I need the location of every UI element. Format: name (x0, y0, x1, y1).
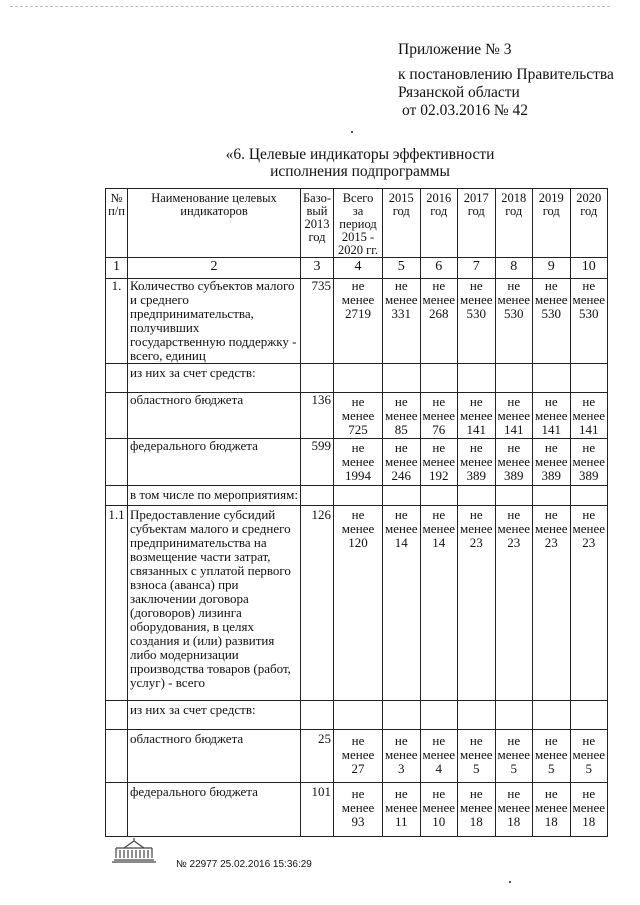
value-prefix-ne: не (469, 786, 483, 801)
value-number: 246 (391, 468, 412, 483)
value-prefix-menee: менее (341, 454, 375, 469)
table-row (106, 701, 608, 730)
empty-cell (301, 701, 334, 730)
value-prefix-menee: менее (341, 408, 375, 423)
header-cell: 2017 год (458, 189, 496, 258)
base-year-cell: 101 (301, 783, 334, 837)
header-row (106, 189, 608, 258)
value-prefix-menee: менее (422, 292, 456, 307)
value-number: 18 (469, 814, 483, 829)
value-prefix-ne: не (507, 440, 521, 455)
value-cell (533, 279, 571, 364)
value-number: 389 (541, 468, 562, 483)
table-row (106, 506, 608, 701)
value-number: 331 (391, 306, 412, 321)
row-number-cell (106, 701, 128, 730)
value-cell (383, 730, 421, 783)
value-prefix-ne: не (469, 440, 483, 455)
value-prefix-menee: менее (422, 800, 456, 815)
value-prefix-ne: не (351, 440, 365, 455)
value-prefix-ne: не (469, 394, 483, 409)
value-prefix-ne: не (507, 507, 521, 522)
value-number: 18 (544, 814, 558, 829)
empty-cell (495, 364, 533, 393)
value-prefix-menee: менее (460, 800, 493, 815)
value-prefix-ne: не (544, 786, 558, 801)
value-number: 1994 (345, 468, 372, 483)
value-cell (383, 393, 421, 439)
empty-cell (420, 364, 458, 393)
value-cell (495, 506, 533, 701)
empty-cell (458, 364, 496, 393)
value-prefix-menee: менее (385, 292, 418, 307)
value-number: 5 (585, 761, 593, 776)
value-cell (495, 393, 533, 439)
empty-cell (383, 364, 421, 393)
base-year-cell: 599 (301, 439, 334, 486)
column-number: 10 (570, 258, 608, 279)
value-cell (458, 783, 496, 837)
value-cell (420, 506, 458, 701)
value-cell (383, 506, 421, 701)
value-number: 5 (473, 761, 480, 776)
column-number: 7 (458, 258, 496, 279)
row-number-cell: 1.1 (106, 506, 128, 701)
value-cell (383, 439, 421, 486)
header-cell: 2018 год (495, 189, 533, 258)
value-prefix-menee: менее (422, 408, 456, 423)
value-cell (495, 279, 533, 364)
empty-cell (495, 486, 533, 506)
value-number: 23 (469, 535, 483, 550)
value-number: 18 (582, 814, 596, 829)
value-prefix-ne: не (582, 507, 596, 522)
value-number: 141 (504, 422, 524, 437)
value-number: 389 (504, 468, 524, 483)
value-prefix-menee: менее (385, 521, 418, 536)
value-prefix-menee: менее (422, 521, 456, 536)
value-prefix-menee: менее (385, 747, 418, 762)
value-cell (570, 439, 608, 486)
value-prefix-ne: не (432, 278, 446, 293)
value-prefix-menee: менее (341, 521, 375, 536)
header-cell: Всего за период 2015 - 2020 гг. (334, 189, 383, 258)
value-number: 141 (579, 422, 599, 437)
value-prefix-menee: менее (460, 454, 493, 469)
empty-cell (533, 364, 571, 393)
value-prefix-ne: не (469, 278, 483, 293)
value-prefix-menee: менее (572, 454, 606, 469)
row-number-cell (106, 393, 128, 439)
appendix-resolution: к постановлению Правительства (398, 66, 614, 83)
value-cell (420, 783, 458, 837)
column-number: 5 (383, 258, 421, 279)
value-prefix-menee: менее (535, 521, 568, 536)
value-prefix-menee: менее (460, 292, 493, 307)
value-prefix-menee: менее (572, 521, 606, 536)
value-prefix-ne: не (351, 278, 365, 293)
section-subtitle: исполнения подпрограммы (270, 163, 450, 180)
value-prefix-menee: менее (497, 800, 531, 815)
value-number: 530 (541, 306, 562, 321)
appendix-date-number: от 02.03.2016 № 42 (402, 102, 528, 119)
value-cell (420, 730, 458, 783)
value-number: 530 (466, 306, 487, 321)
value-prefix-menee: менее (572, 747, 606, 762)
value-prefix-menee: менее (341, 292, 375, 307)
value-cell (420, 439, 458, 486)
indicator-name-cell: Предоставление субсидий субъектам малого и среднего предпринимательства на возмещение части затрат, связанных с уплатой первого взноса (аванса) при заключении договора (договоров) лизинга оборудования, в целях создания и (или) развития либо модернизации производства товаров (работ, услуг) - всего (128, 506, 301, 701)
value-cell (334, 393, 383, 439)
column-number: 1 (106, 258, 128, 279)
table-row (106, 364, 608, 393)
value-cell (533, 506, 571, 701)
column-number: 4 (334, 258, 383, 279)
table-body (106, 279, 608, 837)
value-cell (495, 439, 533, 486)
value-prefix-ne: не (394, 394, 408, 409)
column-number: 2 (128, 258, 301, 279)
indicator-name-cell: областного бюджета (128, 730, 301, 783)
value-prefix-ne: не (544, 440, 558, 455)
value-prefix-ne: не (582, 278, 596, 293)
value-cell (458, 393, 496, 439)
appendix-number: Приложение № 3 (398, 41, 512, 58)
value-prefix-ne: не (432, 394, 446, 409)
value-cell (334, 279, 383, 364)
value-prefix-ne: не (394, 278, 408, 293)
value-prefix-ne: не (582, 440, 596, 455)
value-cell (383, 279, 421, 364)
row-number-cell: 1. (106, 279, 128, 364)
value-prefix-ne: не (507, 278, 521, 293)
base-year-cell: 25 (301, 730, 334, 783)
value-number: 725 (348, 422, 368, 437)
table-row (106, 486, 608, 506)
empty-cell (570, 486, 608, 506)
value-cell (533, 439, 571, 486)
value-prefix-menee: менее (535, 408, 568, 423)
column-number-row (106, 258, 608, 279)
value-prefix-ne: не (351, 786, 365, 801)
value-prefix-ne: не (394, 440, 408, 455)
value-cell (458, 730, 496, 783)
value-cell (533, 393, 571, 439)
value-number: 76 (432, 422, 446, 437)
value-prefix-menee: менее (460, 747, 493, 762)
value-prefix-ne: не (432, 507, 446, 522)
value-cell (495, 730, 533, 783)
value-prefix-ne: не (351, 733, 365, 748)
value-cell (458, 506, 496, 701)
value-number: 18 (507, 814, 521, 829)
value-prefix-ne: не (507, 786, 521, 801)
value-prefix-menee: менее (497, 747, 531, 762)
value-number: 530 (504, 306, 524, 321)
value-cell (458, 279, 496, 364)
value-number: 27 (351, 761, 365, 776)
value-number: 389 (466, 468, 487, 483)
empty-cell (334, 486, 383, 506)
value-number: 3 (398, 761, 405, 776)
indicator-name-cell: Количество субъектов малого и среднего предпринимательства, получивших государственную поддержку - всего, единиц (128, 279, 301, 364)
header-cell: 2016 год (420, 189, 458, 258)
table-row (106, 783, 608, 837)
value-prefix-menee: менее (535, 800, 568, 815)
value-prefix-ne: не (544, 394, 558, 409)
value-number: 389 (579, 468, 599, 483)
value-prefix-menee: менее (341, 800, 375, 815)
value-prefix-ne: не (544, 733, 558, 748)
value-number: 23 (582, 535, 596, 550)
emblem-stamp (110, 838, 158, 864)
scan-speck (351, 131, 353, 133)
value-number: 23 (544, 535, 558, 550)
value-cell (334, 783, 383, 837)
table-row (106, 730, 608, 783)
value-prefix-menee: менее (385, 408, 418, 423)
value-prefix-ne: не (469, 733, 483, 748)
row-number-cell (106, 730, 128, 783)
group-label-cell: из них за счет средств: (128, 364, 301, 393)
scan-speck (509, 881, 511, 883)
value-cell (533, 783, 571, 837)
value-prefix-menee: менее (572, 408, 606, 423)
value-prefix-menee: менее (572, 292, 606, 307)
value-prefix-menee: менее (497, 521, 531, 536)
value-cell (458, 439, 496, 486)
value-number: 11 (395, 814, 408, 829)
group-label-cell: из них за счет средств: (128, 701, 301, 730)
value-prefix-menee: менее (535, 292, 568, 307)
empty-cell (533, 486, 571, 506)
value-prefix-ne: не (469, 507, 483, 522)
empty-cell (420, 701, 458, 730)
header-cell: Наименование целевых индикаторов (128, 189, 301, 258)
value-number: 14 (432, 535, 446, 550)
value-prefix-ne: не (432, 440, 446, 455)
value-cell (334, 730, 383, 783)
empty-cell (383, 486, 421, 506)
column-number: 9 (533, 258, 571, 279)
table-row (106, 279, 608, 364)
value-prefix-ne: не (394, 507, 408, 522)
empty-cell (458, 486, 496, 506)
value-prefix-menee: менее (422, 454, 456, 469)
value-number: 4 (435, 761, 443, 776)
scan-edge-line (10, 6, 610, 7)
value-prefix-ne: не (544, 278, 558, 293)
value-cell (570, 279, 608, 364)
value-number: 10 (432, 814, 446, 829)
value-prefix-ne: не (351, 394, 365, 409)
appendix-region: Рязанской области (398, 84, 520, 101)
value-number: 5 (510, 761, 518, 776)
header-cell: 2020 год (570, 189, 608, 258)
value-cell (533, 730, 571, 783)
value-prefix-ne: не (582, 786, 596, 801)
value-prefix-menee: менее (497, 292, 531, 307)
indicators-table (105, 188, 608, 837)
group-label-cell: в том числе по мероприятиям: (128, 486, 301, 506)
row-number-cell (106, 439, 128, 486)
value-cell (570, 506, 608, 701)
value-prefix-menee: менее (535, 747, 568, 762)
value-cell (495, 783, 533, 837)
base-year-cell: 126 (301, 506, 334, 701)
row-number-cell (106, 486, 128, 506)
value-prefix-ne: не (394, 733, 408, 748)
value-prefix-menee: менее (460, 521, 493, 536)
value-prefix-menee: менее (497, 454, 531, 469)
row-number-cell (106, 783, 128, 837)
value-number: 14 (394, 535, 408, 550)
empty-cell (533, 701, 571, 730)
indicator-name-cell: федерального бюджета (128, 439, 301, 486)
empty-cell (420, 486, 458, 506)
empty-cell (301, 486, 334, 506)
value-prefix-menee: менее (535, 454, 568, 469)
value-cell (570, 730, 608, 783)
value-number: 2719 (345, 306, 372, 321)
value-prefix-menee: менее (341, 747, 375, 762)
value-prefix-menee: менее (385, 800, 418, 815)
table-row (106, 439, 608, 486)
empty-cell (301, 364, 334, 393)
value-number: 530 (579, 306, 599, 321)
column-number: 3 (301, 258, 334, 279)
value-prefix-menee: менее (497, 408, 531, 423)
value-prefix-ne: не (582, 394, 596, 409)
value-number: 5 (548, 761, 555, 776)
value-cell (570, 783, 608, 837)
value-number: 192 (429, 468, 449, 483)
section-title: «6. Целевые индикаторы эффективности (225, 146, 495, 163)
value-cell (420, 393, 458, 439)
value-prefix-menee: менее (422, 747, 456, 762)
empty-cell (495, 701, 533, 730)
value-prefix-menee: менее (572, 800, 606, 815)
value-cell (334, 439, 383, 486)
base-year-cell: 136 (301, 393, 334, 439)
value-number: 85 (394, 422, 408, 437)
empty-cell (334, 701, 383, 730)
value-cell (383, 783, 421, 837)
indicator-name-cell: областного бюджета (128, 393, 301, 439)
value-prefix-ne: не (507, 394, 521, 409)
value-number: 93 (351, 814, 365, 829)
value-number: 120 (348, 535, 368, 550)
value-number: 23 (507, 535, 521, 550)
value-number: 141 (466, 422, 487, 437)
empty-cell (334, 364, 383, 393)
column-number: 6 (420, 258, 458, 279)
header-cell: Базо-вый 2013 год (301, 189, 334, 258)
empty-cell (383, 701, 421, 730)
header-cell: № п/п (106, 189, 128, 258)
value-prefix-ne: не (351, 507, 365, 522)
indicator-name-cell: федерального бюджета (128, 783, 301, 837)
column-number: 8 (495, 258, 533, 279)
empty-cell (458, 701, 496, 730)
value-cell (334, 506, 383, 701)
header-cell: 2015 год (383, 189, 421, 258)
value-cell (570, 393, 608, 439)
value-cell (420, 279, 458, 364)
stamp-caption: № 22977 25.02.2016 15:36:29 (176, 859, 312, 870)
row-number-cell (106, 364, 128, 393)
value-prefix-menee: менее (460, 408, 493, 423)
base-year-cell: 735 (301, 279, 334, 364)
empty-cell (570, 701, 608, 730)
value-number: 141 (541, 422, 562, 437)
empty-cell (570, 364, 608, 393)
value-prefix-menee: менее (385, 454, 418, 469)
value-prefix-ne: не (507, 733, 521, 748)
value-prefix-ne: не (394, 786, 408, 801)
value-prefix-ne: не (582, 733, 596, 748)
value-prefix-ne: не (544, 507, 558, 522)
value-prefix-ne: не (432, 733, 446, 748)
header-cell: 2019 год (533, 189, 571, 258)
value-number: 268 (429, 306, 449, 321)
value-prefix-ne: не (432, 786, 446, 801)
table-row (106, 393, 608, 439)
